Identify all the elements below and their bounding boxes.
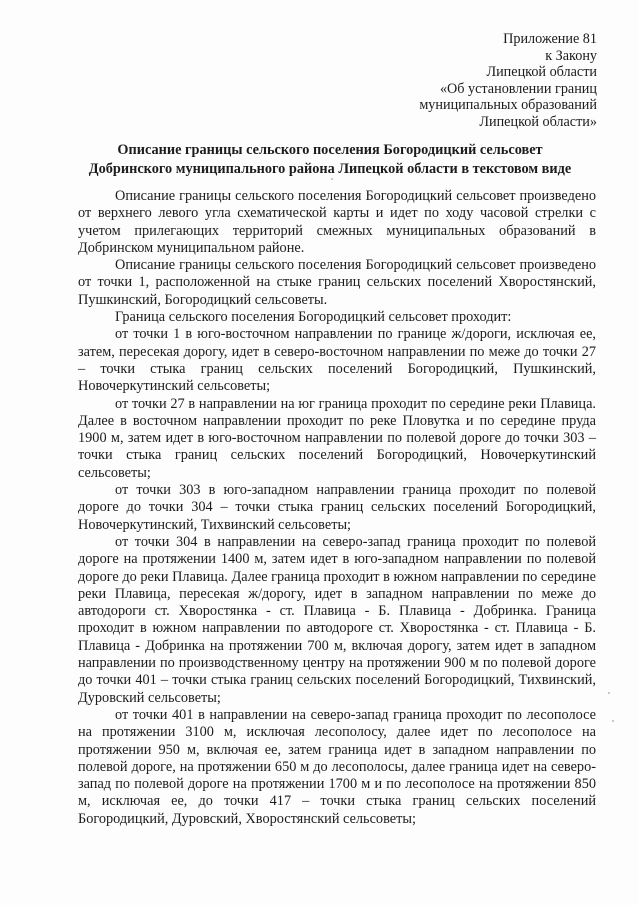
annex-line: «Об установлении границ [439,80,597,97]
paragraph: от точки 1 в юго-восточном направлении по границе ж/дороги, исключая ее, затем, пересекая дорогу, идет в северо-восточном направлении по меже до точки 27 – точки стыка границ сельских поселений Богородицкий, Пушкинский, Новочеркутинский сельсоветы; [78,326,596,395]
title-line-1: Описание границы сельского поселения Богородицкий сельсовет [117,142,543,158]
scan-speck [608,692,610,694]
paragraph: от точки 303 в юго-западном направлении граница проходит по полевой дороге до точки 304 – точки стыка границ сельских поселений Богородицкий, Новочеркутинский, Тихвинский сельсоветы; [78,482,596,533]
paragraph: от точки 27 в направлении на юг граница проходит по середине реки Плавица. Далее в восточном направлении проходит по реке Пловутка и по середине пруда 1900 м, затем идет в юго-восточном направлении по полевой дороге до точки 303 – точки стыка границ сельских поселений Богородицкий, Новочеркутинский сельсоветы; [78,395,596,481]
annex-header [337,31,597,131]
scan-speck [331,178,333,180]
document-body [78,188,596,828]
paragraph: Описание границы сельского поселения Богородицкий сельсовет произведено от точки 1, расположенной на стыке границ сельских поселений Хворостянский, Пушкинский, Богородицкий сельсоветы. [78,257,596,308]
paragraph: Описание границы сельского поселения Богородицкий сельсовет произведено от верхнего левого угла схематической карты и идет по ходу часовой стрелки с учетом прилегающих территорий смежных муниципальных образований в Добринском муниципальном районе. [78,188,596,256]
annex-line: Приложение 81 [503,31,597,47]
paragraph: Граница сельского поселения Богородицкий сельсовет проходит: [115,309,512,326]
paragraph: от точки 304 в направлении на северо-запад граница проходит по полевой дороге на протяжении 1400 м, затем идет в юго-западном направлении по полевой дороге до реки Плавица. Далее граница проходит в южном направлении по середине реки Плавица, пересекая ж/дорогу, идет в западном направлении по меже до автодороги ст. Хворостянка - ст. Плавица - Б. Плавица - Добринка. Граница проходит в южном направлении по автодороге ст. Хворостянка - ст. Плавица - Б. Плавица - Добринка на протяжении 700 м, включая дорогу, затем идет в западном направлении по производственному центру на протяжении 900 м по полевой дороге до точки 401 – точки стыка границ сельских поселений Богородицкий, Тихвинский, Дуровский сельсоветы; [78,533,596,706]
paragraph: от точки 401 в направлении на северо-запад граница проходит по лесополосе на протяжении 3100 м, исключая лесополосу, далее идет по лесополосе на протяжении 950 м, включая ее, затем граница идет в западном направлении по полевой дороге, на протяжении 650 м до лесополосы, далее граница идет на северо-запад по полевой дороге на протяжении 1700 м и по лесополосе на протяжении 850 м, исключая ее, до точки 417 – точки стыка границ сельских поселений Богородицкий, Дуровский, Хворостянский сельсоветы; [78,706,596,827]
annex-line: к Закону [545,47,597,64]
scan-speck [612,720,614,722]
annex-line: Липецкой области» [479,113,597,130]
document-title [60,141,600,179]
title-line-2: Добринского муниципального района Липецкой области в текстовом виде [88,161,572,177]
annex-line: Липецкой области [486,64,597,81]
annex-line: муниципальных образований [419,97,597,114]
